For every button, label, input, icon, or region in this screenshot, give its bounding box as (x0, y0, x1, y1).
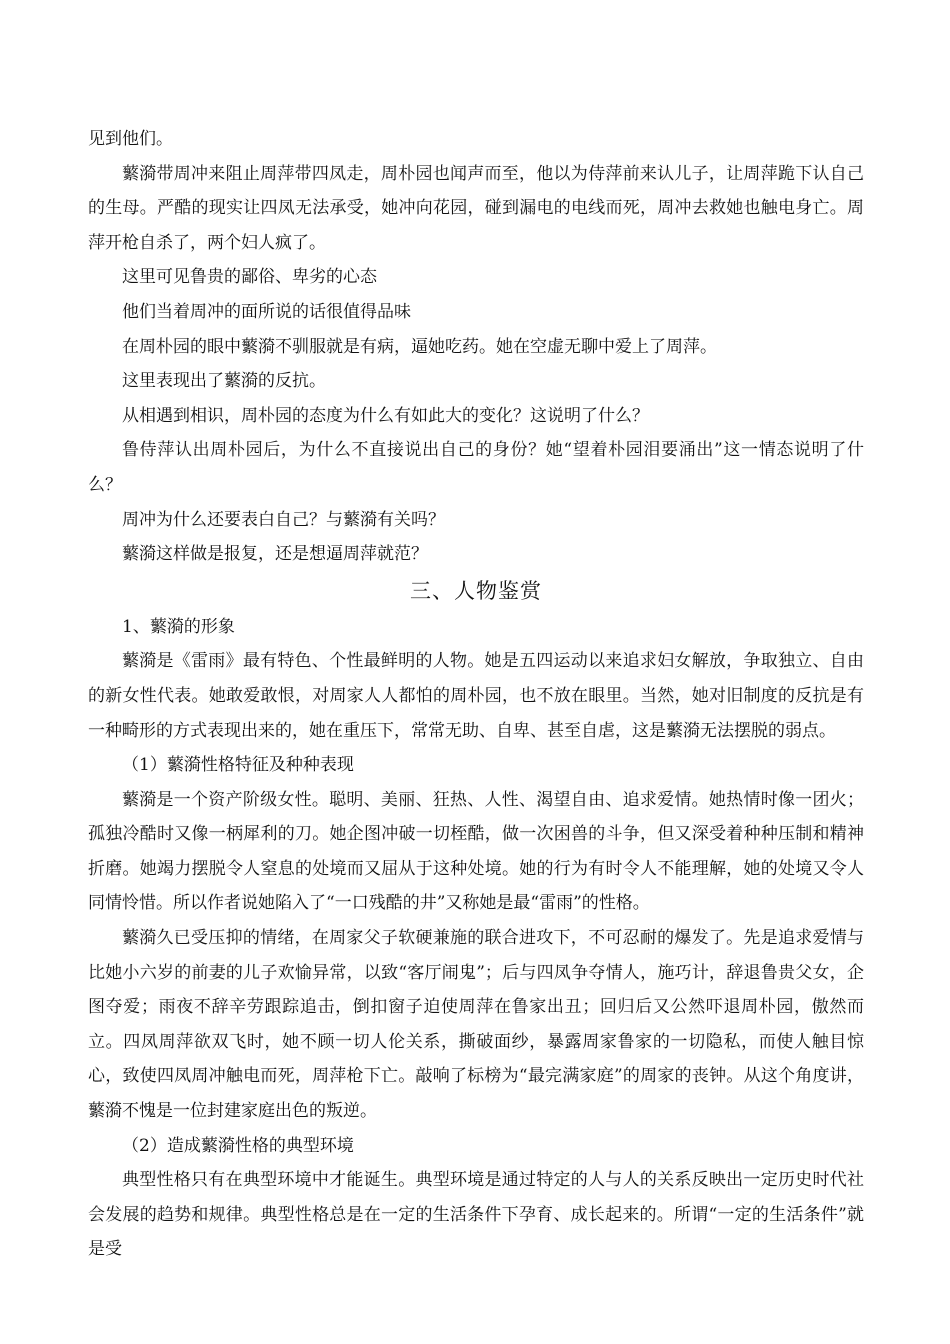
question-fanyi-revenge: 蘩漪这样做是报复，还是想逼周萍就范？ (122, 544, 428, 565)
paragraph-character-outburst: 蘩漪久已受压抑的情绪，在周家父子软硬兼施的联合进攻下，不可忍耐的爆发了。先是追求爱情与比她小六岁的前妻的儿子欢愉异常，以致“客厅闹鬼”；后与四凤争夺情人，施巧计，辞退鲁贵父女，企图夺爱；雨夜不辞辛劳跟踪追击，倒扣窗子迫使周萍在鲁家出丑；回归后又公然吓退周朴园，傲然而立。四凤周萍欲双飞时，她不顾一切人伦关系，撕破面纱，暴露周家鲁家的一切隐私，而使人触目惊心，致使四凤周冲触电而死，周萍枪下亡。敲响了标榜为“最完满家庭”的周家的丧钟。从这个角度讲，蘩漪不愧是一位封建家庭出色的叛逆。 (88, 928, 864, 1122)
note-lugui: 这里可见鲁贵的鄙俗、卑劣的心态 (122, 267, 377, 288)
section-title: 三、人物鉴赏 (410, 578, 542, 603)
note-fanyi-illness: 在周朴园的眼中蘩漪不驯服就是有病，逼她吃药。她在空虚无聊中爱上了周萍。 (122, 336, 717, 357)
note-fanyi-resistance: 这里表现出了蘩漪的反抗。 (122, 371, 326, 392)
paragraph-plot-ending: 蘩漪带周冲来阻止周萍带四凤走，周朴园也闻声而至，他以为侍萍前来认儿子，让周萍跪下认自己的生母。严酷的现实让四凤无法承受，她冲向花园，碰到漏电的电线而死，周冲去救她也触电身亡。周萍开枪自杀了，两个妇人疯了。 (88, 163, 864, 253)
question-lushiping-identity: 鲁侍萍认出周朴园后，为什么不直接说出自己的身份？她“望着朴园泪要涌出”这一情态说明了什么？ (88, 440, 864, 495)
paragraph-fanyi-image: 蘩漪是《雷雨》最有特色、个性最鲜明的人物。她是五四运动以来追求妇女解放，争取独立、自由的新女性代表。她敢爱敢恨，对周家人人都怕的周朴园，也不放在眼里。当然，她对旧制度的反抗是有一种畸形的方式表现出来的，她在重压下，常常无助、自卑、甚至自虐，这是蘩漪无法摆脱的弱点。 (88, 651, 864, 741)
paragraph-character-traits: 蘩漪是一个资产阶级女性。聪明、美丽、狂热、人性、渴望自由、追求爱情。她热情时像一团火；孤独冷酷时又像一柄犀利的刀。她企图冲破一切桎酷，做一次困兽的斗争，但又深受着种种压制和精神折磨。她竭力摆脱令人窒息的处境而又屈从于这种处境。她的行为有时令人不能理解，她的处境又令人同情怜惜。所以作者说她陷入了“一口残酷的井”又称她是最“雷雨”的性格。 (88, 789, 864, 914)
subsection-title: 1、蘩漪的形象 (122, 616, 235, 637)
item-title-typical-environment: （2）造成蘩漪性格的典型环境 (122, 1135, 354, 1156)
question-zhoupuyuan-attitude: 从相遇到相识，周朴园的态度为什么有如此大的变化？这说明了什么？ (122, 405, 649, 426)
paragraph-typical-environment: 典型性格只有在典型环境中才能诞生。典型环境是通过特定的人与人的关系反映出一定历史时代社会发展的趋势和规律。典型性格总是在一定的生活条件下孕育、成长起来的。所谓“一定的生活条件”就是受 (88, 1170, 864, 1260)
paragraph-continuation: 见到他们。 (88, 129, 173, 149)
item-title-character-traits: （1）蘩漪性格特征及种种表现 (122, 755, 354, 776)
document-body (88, 122, 864, 1267)
note-zhouchong-words: 他们当着周冲的面所说的话很值得品味 (122, 301, 411, 322)
question-zhouchong: 周冲为什么还要表白自己？与蘩漪有关吗？ (122, 509, 445, 530)
